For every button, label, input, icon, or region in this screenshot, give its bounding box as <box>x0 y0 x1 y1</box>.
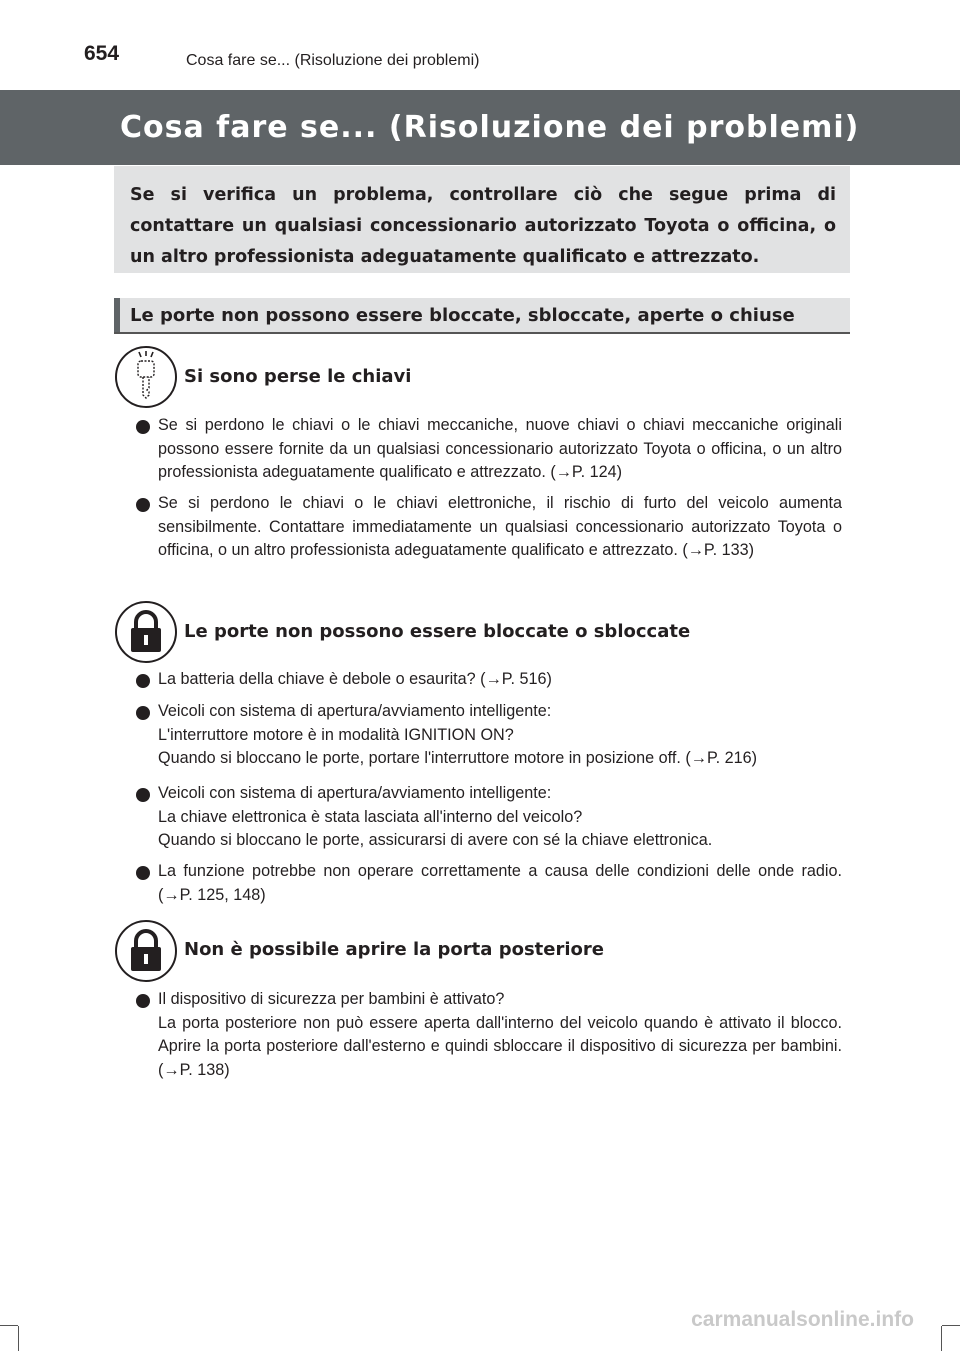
bullet <box>136 498 150 512</box>
list-item <box>158 700 842 771</box>
watermark: carmanualsonline.info <box>691 1308 914 1331</box>
list-item <box>158 492 842 563</box>
bullet <box>136 866 150 880</box>
key-icon-graphic <box>117 348 175 406</box>
list-item-text: Quando si bloccano le porte, assicurarsi di avere con sé la chiave elettronica. <box>158 831 713 849</box>
bullet <box>136 420 150 434</box>
subsection-title: Le porte non possono essere bloccate o sbloccate <box>184 621 691 642</box>
crop-mark <box>0 1325 18 1326</box>
padlock-icon <box>115 920 177 982</box>
list-item <box>158 988 842 1082</box>
list-item-text: La chiave elettronica è stata lasciata all'interno del veicolo? <box>158 807 583 826</box>
list-item-text: Quando si bloccano le porte, portare l'interruttore motore in posizione off. (→P. 216) <box>158 749 758 767</box>
list-item <box>158 668 842 692</box>
list-item-text: L'interruttore motore è in modalità IGNITION ON? <box>158 725 514 744</box>
list-item-text: Veicoli con sistema di apertura/avviamento intelligente: <box>158 702 552 720</box>
crop-mark <box>942 1325 960 1326</box>
subsection-title: Non è possibile aprire la porta posteriore <box>184 939 604 960</box>
crop-mark <box>941 1326 942 1351</box>
section-title: Le porte non possono essere bloccate, sbloccate, aperte o chiuse <box>130 305 795 326</box>
page-header <box>0 0 960 82</box>
list-item-text: Il dispositivo di sicurezza per bambini è attivato? <box>158 990 505 1008</box>
bullet <box>136 788 150 802</box>
list-item-text: La funzione potrebbe non operare correttamente a causa delle condizioni delle onde radio. (→P. 125, 148) <box>158 862 842 904</box>
padlock-icon <box>115 601 177 663</box>
padlock-icon-graphic <box>117 922 175 980</box>
bullet <box>136 674 150 688</box>
running-header: Cosa fare se... (Risoluzione dei problemi) <box>186 52 480 69</box>
key-icon <box>115 346 177 408</box>
page-number: 654 <box>84 42 120 65</box>
intro-text: Se si verifica un problema, controllare ciò che segue prima di contattare un qualsiasi concessionario autorizzato Toyota o officina, o un altro professionista adeguatamente qualificato e attrezzato. <box>130 185 836 267</box>
bullet <box>136 994 150 1008</box>
bullet <box>136 706 150 720</box>
list-item <box>158 860 842 907</box>
list-item <box>158 414 842 485</box>
list-item-text: Se si perdono le chiavi o le chiavi meccaniche, nuove chiavi o chiavi meccaniche originali possono essere fornite da un qualsiasi concessionario autorizzato Toyota o officina, o un altro professionista adeguatamente qualificato e attrezzato. (→P. 124) <box>158 416 842 481</box>
list-item-text: La batteria della chiave è debole o esaurita? (→P. 516) <box>158 670 552 688</box>
list-item-text: Veicoli con sistema di apertura/avviamento intelligente: <box>158 784 552 802</box>
subsection-title: Si sono perse le chiavi <box>184 366 412 387</box>
page-title: Cosa fare se... (Risoluzione dei problemi) <box>120 110 860 145</box>
list-item <box>158 782 842 853</box>
list-item-text: Se si perdono le chiavi o le chiavi elettroniche, il rischio di furto del veicolo aumenta sensibilmente. Contattare immediatamente un qualsiasi concessionario autorizzato Toyota o officina, o un altro professionista adeguatamente qualificato e attrezzato. (→P. 133) <box>158 494 842 559</box>
crop-mark <box>18 1326 19 1351</box>
padlock-icon-graphic <box>117 603 175 661</box>
list-item-text: La porta posteriore non può essere aperta dall'interno del veicolo quando è attivato il blocco. Aprire la porta posteriore dall'esterno e quindi sbloccare il dispositivo di sicurezza per bambini. (→P. 138) <box>158 1013 842 1079</box>
